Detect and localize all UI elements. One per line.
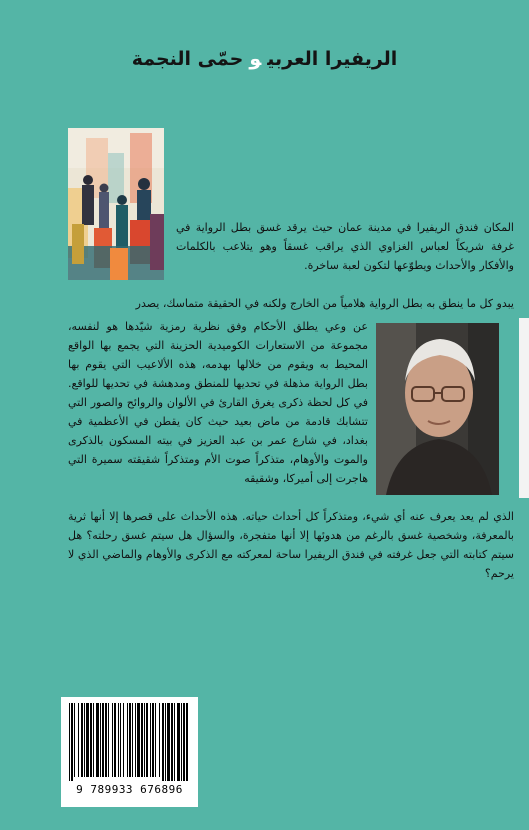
barcode-bar bbox=[105, 703, 107, 777]
barcode-bar bbox=[174, 703, 175, 781]
paragraph-3: الذي لم يعد يعرف عنه أي شيء، ومتذكراً كل أحداث حياته. هذه الأحداث على قصرها إلا أنها ثرية بالمعرفة، وشخصية غسق بالرغم من هدوئها إلا أنها متفجرة، والسؤال هل سيتم غسق رحلته؟ هل سيتم كتابته التي جعل غرفته في فندق الريفيرا ساحة لمعركته مع الذكرى والأوهام والماضي الذي لا يرحم؟ bbox=[68, 510, 514, 580]
barcode-bar bbox=[146, 703, 148, 777]
barcode-bar bbox=[114, 703, 116, 777]
barcode-bar bbox=[102, 703, 104, 777]
barcode-bar bbox=[167, 703, 170, 781]
cover-painting-image bbox=[68, 128, 164, 280]
barcode-bar bbox=[177, 703, 180, 781]
barcode-bars bbox=[67, 703, 192, 781]
barcode-bar bbox=[108, 703, 109, 777]
barcode-bar bbox=[144, 703, 145, 777]
barcode-bar bbox=[129, 703, 131, 777]
isbn-barcode bbox=[61, 697, 198, 807]
barcode-bar bbox=[123, 703, 124, 777]
barcode-bar bbox=[120, 703, 121, 777]
barcode-bar bbox=[183, 703, 185, 781]
barcode-bar bbox=[127, 703, 128, 777]
barcode-bar bbox=[81, 703, 83, 777]
barcode-bar bbox=[137, 703, 140, 777]
book-title bbox=[0, 48, 529, 70]
barcode-bar bbox=[90, 703, 92, 777]
barcode-bar bbox=[171, 703, 173, 781]
barcode-bar bbox=[86, 703, 89, 777]
title-part-2: حمّى النجمة bbox=[131, 48, 244, 70]
isbn-number: 9 789933 676896 bbox=[76, 783, 183, 796]
barcode-bar bbox=[100, 703, 101, 777]
barcode-bar bbox=[152, 703, 154, 777]
barcode-bar bbox=[71, 703, 73, 781]
barcode-bar bbox=[118, 703, 119, 777]
photo-edge-strip bbox=[519, 318, 529, 498]
barcode-bar bbox=[155, 703, 156, 777]
paragraph-2-body: عن وعي يطلق الأحكام وفق نظرية رمزية شيّدها هو لنفسه، مجموعة من الاستعارات الكوميدية الحزينة التي يجمع بها الواقع المحيط به ويقوم من خلالها بهدمه، هذه الألاعيب التي يقوم بها بطل الرواية مذهلة في تحديها للمنطق ومدهشة في تحديها للواقع. في كل لحظة ذكرى يغرق القارئ في الألوان والروائح والصور التي تتشابك قادمة من ماض بعيد حيث كان يقطن في الأعظمية في بغداد، في شارع عمر بن عبد العزيز في بيته المسكون بالذكرى والموت والأوهام، متذكراً صوت الأم ومتذكراً شقيقته سميرة التي هاجرت إلى أميركا، وشقيقه bbox=[68, 320, 368, 485]
barcode-bar bbox=[141, 703, 143, 777]
title-conjunction: و bbox=[249, 48, 262, 70]
barcode-bar bbox=[181, 703, 182, 781]
barcode-bar bbox=[93, 703, 94, 777]
barcode-bar bbox=[165, 703, 166, 781]
barcode-bar bbox=[150, 703, 151, 777]
barcode-bar bbox=[74, 703, 75, 777]
paragraph-intro: المكان فندق الريفيرا في مدينة عمان حيث يرقد غسق بطل الرواية في غرفة شريكاً لعباس الغزاوي الذي يراقب غسقاً وهو يتلاعب بالكلمات والأفكار والأحداث ويطوّعها لتكون لعبة ساخرة. bbox=[176, 221, 514, 272]
barcode-bar bbox=[69, 703, 70, 781]
barcode-bar bbox=[135, 703, 136, 777]
barcode-bar bbox=[112, 703, 113, 777]
barcode-bar bbox=[186, 703, 188, 781]
barcode-bar bbox=[162, 703, 164, 781]
barcode-bar bbox=[84, 703, 85, 777]
barcode-bar bbox=[159, 703, 160, 777]
title-part-1: الريفيرا العربي bbox=[267, 48, 398, 70]
barcode-bar bbox=[96, 703, 99, 777]
paragraph-2-lead: يبدو كل ما ينطق به بطل الرواية هلامياً من الخارج ولكنه في الحقيقة متماسك، يصدر bbox=[135, 297, 514, 310]
barcode-bar bbox=[132, 703, 133, 777]
barcode-bar bbox=[78, 703, 79, 777]
author-portrait-photo bbox=[376, 323, 499, 495]
